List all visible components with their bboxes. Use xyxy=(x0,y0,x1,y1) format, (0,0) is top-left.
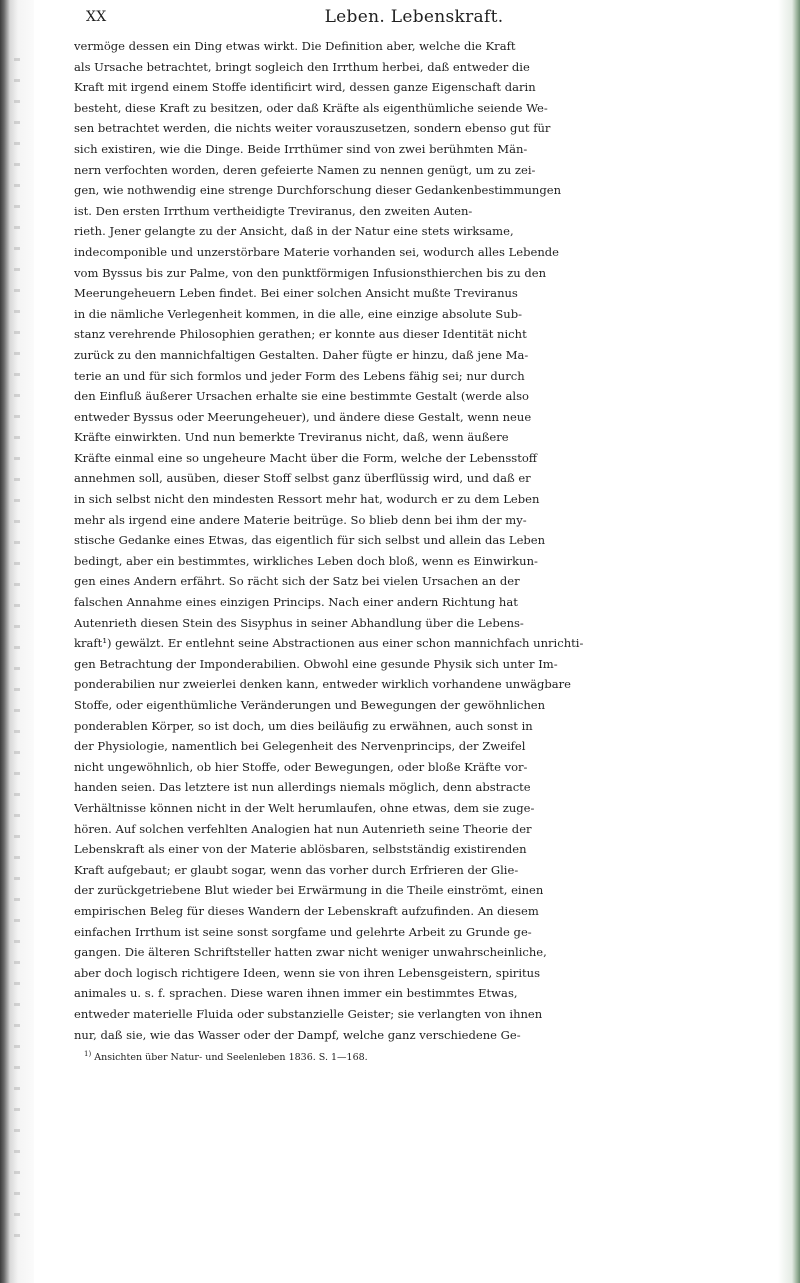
text-line: mehr als irgend eine andere Materie beitrüge. So blieb denn bei ihm der my- xyxy=(74,512,527,527)
text-line: Lebenskraft als einer von der Materie ablösbaren, selbstständig existirenden xyxy=(74,842,527,857)
text-line: einfachen Irrthum ist seine sonst sorgfame und gelehrte Arbeit zu Grunde ge- xyxy=(74,924,532,939)
text-line: indecomponible und unzerstörbare Materie vorhanden sei, wodurch alles Lebende xyxy=(74,244,559,259)
text-line: vom Byssus bis zur Palme, von den punktförmigen Infusionsthierchen bis zu den xyxy=(74,265,547,280)
scan-left-edge xyxy=(0,0,34,1283)
text-line: bedingt, aber ein bestimmtes, wirkliches Leben doch bloß, wenn es Einwirkun- xyxy=(74,553,538,568)
text-line: den Einfluß äußerer Ursachen erhalte sie eine bestimmte Gestalt (werde also xyxy=(74,389,529,404)
footnote-text: Ansichten über Natur- und Seelenleben 1836. S. 1—168. xyxy=(94,1052,368,1064)
text-line: entweder Byssus oder Meerungeheuer), und ändere diese Gestalt, wenn neue xyxy=(74,409,532,424)
text-line: Kräfte einwirkten. Und nun bemerkte Treviranus nicht, daß, wenn äußere xyxy=(74,430,509,445)
text-line: als Ursache betrachtet, bringt sogleich den Irrthum herbei, daß entweder die xyxy=(74,59,530,74)
text-line: vermöge dessen ein Ding etwas wirkt. Die Definition aber, welche die Kraft xyxy=(74,39,516,53)
footnote-mark: 1) xyxy=(84,1050,92,1059)
text-line: der zurückgetriebene Blut wieder bei Erwärmung in die Theile einströmt, einen xyxy=(74,883,544,898)
text-line: in die nämliche Verlegenheit kommen, in die alle, eine einzige absolute Sub- xyxy=(74,306,523,321)
text-line: falschen Annahme eines einzigen Princips. Nach einer andern Richtung hat xyxy=(74,595,518,610)
text-line: annehmen soll, ausüben, dieser Stoff selbst ganz überflüssig wird, und daß er xyxy=(74,471,531,486)
text-line: Kraft mit irgend einem Stoffe identificirt wird, dessen ganze Eigenschaft darin xyxy=(74,80,536,95)
text-line: zurück zu den mannichfaltigen Gestalten. Daher fügte er hinzu, daß jene Ma- xyxy=(74,347,529,362)
text-line: Meerungeheuern Leben findet. Bei einer solchen Ansicht mußte Treviranus xyxy=(74,286,518,301)
text-line: Verhältnisse können nicht in der Welt herumlaufen, ohne etwas, dem sie zuge- xyxy=(74,800,535,815)
text-line: gen, wie nothwendig eine strenge Durchforschung dieser Gedankenbestimmungen xyxy=(74,183,562,198)
text-line: empirischen Beleg für dieses Wandern der Lebenskraft aufzufinden. An diesem xyxy=(74,903,539,918)
scan-right-edge xyxy=(778,0,800,1283)
running-head xyxy=(74,6,754,36)
text-line: animales u. s. f. sprachen. Diese waren ihnen immer ein bestimmtes Etwas, xyxy=(74,986,518,1001)
text-line: ponderablen Körper, so ist doch, um dies beiläufig zu erwähnen, auch sonst in xyxy=(74,718,533,733)
footnote xyxy=(74,1047,754,1065)
text-line: gen eines Andern erfährt. So rächt sich der Satz bei vielen Ursachen an der xyxy=(74,574,520,589)
text-line: kraft¹) gewälzt. Er entlehnt seine Abstractionen aus einer schon mannichfach unrichti- xyxy=(74,636,584,651)
text-line: Autenrieth diesen Stein des Sisyphus in seiner Abhandlung über die Lebens- xyxy=(74,615,524,630)
text-line: besteht, diese Kraft zu besitzen, oder daß Kräfte als eigenthümliche seiende We- xyxy=(74,100,548,115)
text-line: gangen. Die älteren Schriftsteller hatten zwar nicht weniger unwahrscheinliche, xyxy=(74,945,547,960)
text-line: Stoffe, oder eigenthümliche Veränderungen und Bewegungen der gewöhnlichen xyxy=(74,698,546,712)
text-line: stanz verehrende Philosophien gerathen; er konnte aus dieser Identität nicht xyxy=(74,327,527,342)
text-line: der Physiologie, namentlich bei Gelegenheit des Nervenprincips, der Zweifel xyxy=(74,739,526,754)
text-line: rieth. Jener gelangte zu der Ansicht, daß in der Natur eine stets wirksame, xyxy=(74,224,514,239)
text-line: terie an und für sich formlos und jeder Form des Lebens fähig sei; nur durch xyxy=(74,368,525,383)
text-line: in sich selbst nicht den mindesten Ressort mehr hat, wodurch er zu dem Leben xyxy=(74,492,540,507)
text-line: Kraft aufgebaut; er glaubt sogar, wenn das vorher durch Erfrieren der Glie- xyxy=(74,862,519,877)
body-text xyxy=(74,36,754,1045)
text-line: entweder materielle Fluida oder substanzielle Geister; sie verlangten von ihnen xyxy=(74,1006,543,1021)
text-line: aber doch logisch richtigere Ideen, wenn sie von ihren Lebensgeistern, spiritus xyxy=(74,965,541,980)
text-line: handen seien. Das letztere ist nun allerdings niemals möglich, denn abstracte xyxy=(74,780,531,795)
page-number: XX xyxy=(86,9,107,25)
text-line: sen betrachtet werden, die nichts weiter vorauszusetzen, sondern ebenso gut für xyxy=(74,121,551,136)
running-title: Leben. Lebenskraft. xyxy=(324,7,504,27)
text-line: nicht ungewöhnlich, ob hier Stoffe, oder Bewegungen, oder bloße Kräfte vor- xyxy=(74,759,528,774)
book-page xyxy=(74,6,754,1065)
text-line: Kräfte einmal eine so ungeheure Macht über die Form, welche der Lebensstoff xyxy=(74,450,537,465)
text-line: ponderabilien nur zweierlei denken kann, entweder wirklich vorhandene unwägbare xyxy=(74,677,571,692)
text-line: nur, daß sie, wie das Wasser oder der Dampf, welche ganz verschiedene Ge- xyxy=(74,1027,521,1042)
text-line: gen Betrachtung der Imponderabilien. Obwohl eine gesunde Physik sich unter Im- xyxy=(74,656,558,671)
text-line: hören. Auf solchen verfehlten Analogien hat nun Autenrieth seine Theorie der xyxy=(74,821,532,836)
text-line: stische Gedanke eines Etwas, das eigentlich für sich selbst und allein das Leben xyxy=(74,533,546,548)
text-line: nern verfochten worden, deren gefeierte Namen zu nennen genügt, um zu zei- xyxy=(74,162,536,177)
text-line: ist. Den ersten Irrthum vertheidigte Treviranus, den zweiten Auten- xyxy=(74,203,473,218)
gutter-shadow xyxy=(14,40,20,1240)
text-line: sich existiren, wie die Dinge. Beide Irrthümer sind von zwei berühmten Män- xyxy=(74,141,528,156)
